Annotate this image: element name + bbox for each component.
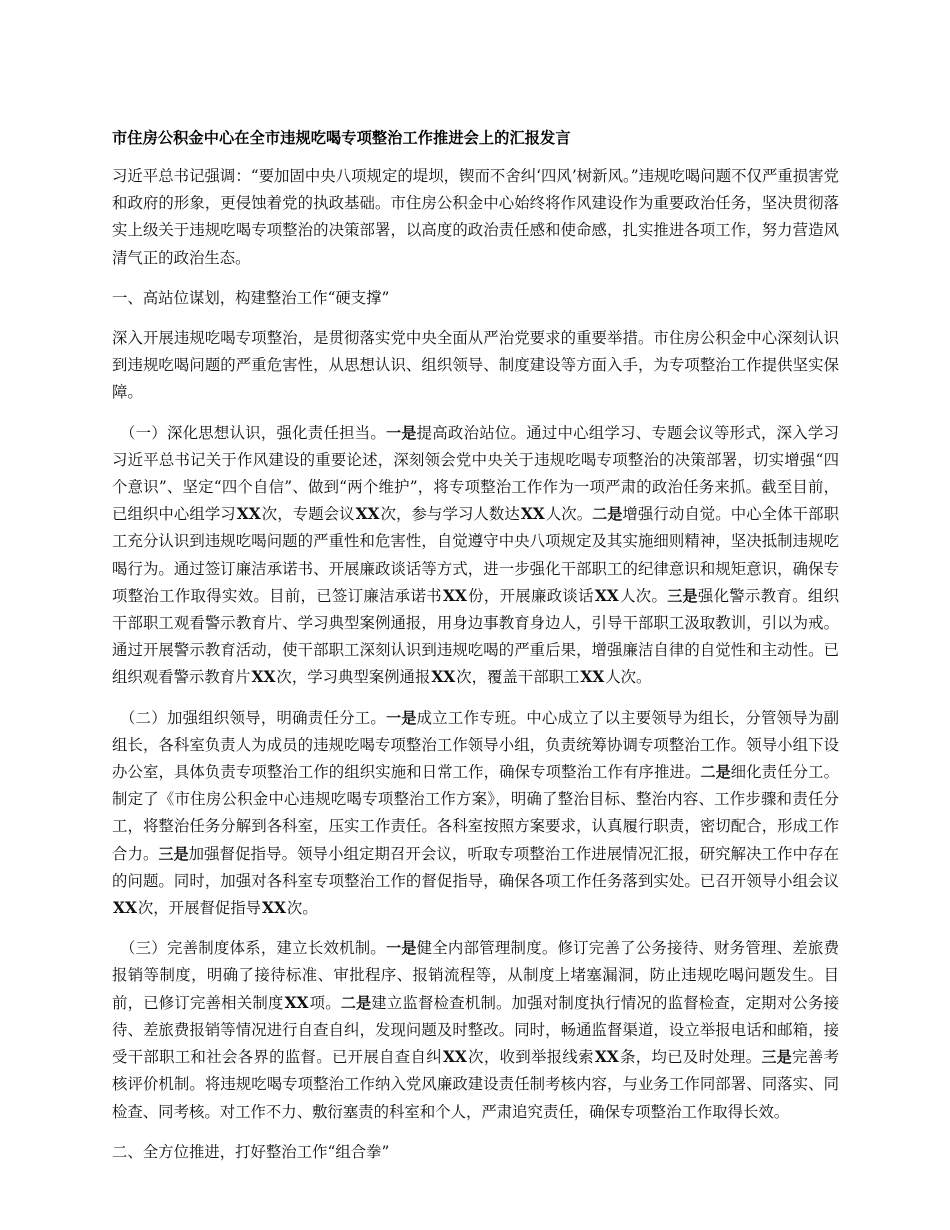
placeholder-number: XX [284,993,309,1012]
body-paragraph [112,705,839,923]
text-run: （一）深化思想认识，强化责任担当。 [120,423,387,442]
text-run: 人次。 [605,668,652,687]
text-run: 次，参与学习人数达 [380,505,520,524]
placeholder-number: XX [580,668,605,687]
placeholder-number: XX [442,586,467,605]
enumeration-marker: 三是 [761,1048,793,1067]
body-paragraph [112,420,839,692]
text-run: （三）完善制度体系，建立长效机制。 [120,939,387,958]
placeholder-number: XX [594,1048,619,1067]
body-paragraph [112,325,839,407]
enumeration-marker: 三是 [158,844,189,863]
section-heading [112,1139,839,1166]
text-run: 增强行动自觉。中心全体干部职工充分认识到违规吃喝问题的严重性和危害性，自觉遵守中央八项规定及其实施细则精神，坚决抵制违规吃喝行为。通过签订廉洁承诺书、开展廉政谈话等方式，进一步强化干部职工的纪律意识和规矩意识，确保专项整治工作取得实效。目前，已签订廉洁承诺书 [112,505,839,605]
document-content [112,126,839,1179]
placeholder-number: XX [594,586,619,605]
enumeration-marker: 一是 [386,708,417,727]
placeholder-number: XX [355,505,380,524]
text-run: 习近平总书记强调：“要加固中央八项规定的堤坝，锲而不舍纠‘四风’树新风。”违规吃喝问题不仅严重损害党和政府的形象，更侵蚀着党的执政基础。市住房公积金中心始终将作风建设作为重要政治任务，坚决贯彻落实上级关于违规吃喝专项整治的决策部署，以高度的政治责任感和使命感，扎实推进各项工作，努力营造风清气正的政治生态。 [112,167,839,267]
enumeration-marker: 一是 [386,423,417,442]
text-run: 一、高站位谋划，构建整治工作“硬支撑” [112,288,390,307]
placeholder-number: XX [262,899,286,918]
page-title: 市住房公积金中心在全市违规吃喝专项整治工作推进会上的汇报发言 [112,129,571,147]
text-run: 条，均已及时处理。 [619,1048,762,1067]
text-run: 强化警示教育。组织干部职工观看警示教育片、学习典型案例通报，用身边事教育身边人，引导干部职工汲取教训，引以为戒。通过开展警示教育活动，使干部职工深刻认识到违规吃喝的严重后果，增强廉洁自律的自觉性和主动性。已组织观看警示教育片 [112,586,839,687]
text-run: 细化责任分工。制定了《市住房公积金中心违规吃喝专项整治工作方案》，明确了整治目标、整治内容、工作步骤和责任分工，将整治任务分解到各科室，压实工作责任。各科室按照方案要求，认真履行职责，密切配合，形成工作合力。 [112,763,839,863]
document-body [112,163,839,1166]
text-run: 二、全方位推进，打好整治工作“组合拳” [112,1142,390,1161]
text-run: 人次。 [619,586,668,605]
enumeration-marker: 二是 [592,505,623,524]
body-paragraph [112,163,839,272]
text-run: （二）加强组织领导，明确责任分工。 [120,708,387,727]
text-run: 份，开展廉政谈话 [467,586,594,605]
enumeration-marker: 一是 [386,939,417,958]
text-run: 次，覆盖干部职工 [456,668,580,687]
placeholder-number: XX [236,505,261,524]
enumeration-marker: 三是 [667,586,698,605]
text-run: 项。 [309,993,341,1012]
text-run: 深入开展违规吃喝专项整治，是贯彻落实党中央全面从严治党要求的重要举措。市住房公积金中心深刻认识到违规吃喝问题的严重危害性，从思想认识、组织领导、制度建设等方面入手，为专项整治工作提供坚实保障。 [112,329,839,402]
enumeration-marker: 二是 [340,993,372,1012]
text-run: 次，收到举报线索 [467,1048,594,1067]
text-run: 提高政治站位。通过中心组学习、专题会议等形式，深入学习习近平总书记关于作风建设的重要论述，深刻领会党中央关于违规吃喝专项整治的决策部署，切实增强“四个意识”、坚定“四个自信”、做到“两个维护”，将专项整治工作作为一项严肃的政治任务来抓。截至目前，已组织中心组学习 [112,423,839,524]
text-run: 次，学习典型案例通报 [276,668,431,687]
text-run: 完善考核评价机制。将违规吃喝专项整治工作纳入党风廉政建设责任制考核内容，与业务工作同部署、同落实、同检查、同考核。对工作不力、敷衍塞责的科室和个人，严肃追究责任，确保专项整治工作取得长效。 [112,1048,839,1121]
text-run: 成立工作专班。中心成立了以主要领导为组长，分管领导为副组长，各科室负责人为成员的违规吃喝专项整治工作领导小组，负责统筹协调专项整治工作。领导小组下设办公室，具体负责专项整治工作的组织实施和日常工作，确保专项整治工作有序推进。 [112,708,839,782]
text-run: 人次。 [545,505,593,524]
placeholder-number: XX [442,1048,467,1067]
enumeration-marker: 二是 [700,763,731,782]
placeholder-number: XX [113,899,137,918]
text-run: 建立监督检查机制。加强对制度执行情况的监督检查，定期对公务接待、差旅费报销等情况进行自查自纠，发现问题及时整改。同时，畅通监督渠道，设立举报电话和邮箱，接受干部职工和社会各界的监督。已开展自查自纠 [112,993,839,1067]
text-run: 次，开展督促指导 [137,899,262,918]
text-run: 健全内部管理制度。修订完善了公务接待、财务管理、差旅费报销等制度，明确了接待标准、审批程序、报销流程等，从制度上堵塞漏洞，防止违规吃喝问题发生。目前，已修订完善相关制度 [112,939,839,1012]
body-paragraph [112,935,839,1125]
text-run: 次。 [286,899,318,918]
placeholder-number: XX [431,668,456,687]
placeholder-number: XX [251,668,276,687]
section-heading [112,285,839,312]
placeholder-number: XX [520,505,545,524]
text-run: 次，专题会议 [261,505,355,524]
text-run: 加强督促指导。领导小组定期召开会议，听取专项整治工作进展情况汇报，研究解决工作中存在的问题。同时，加强对各科室专项整治工作的督促指导，确保各项工作任务落到实处。已召开领导小组会议 [112,844,839,890]
